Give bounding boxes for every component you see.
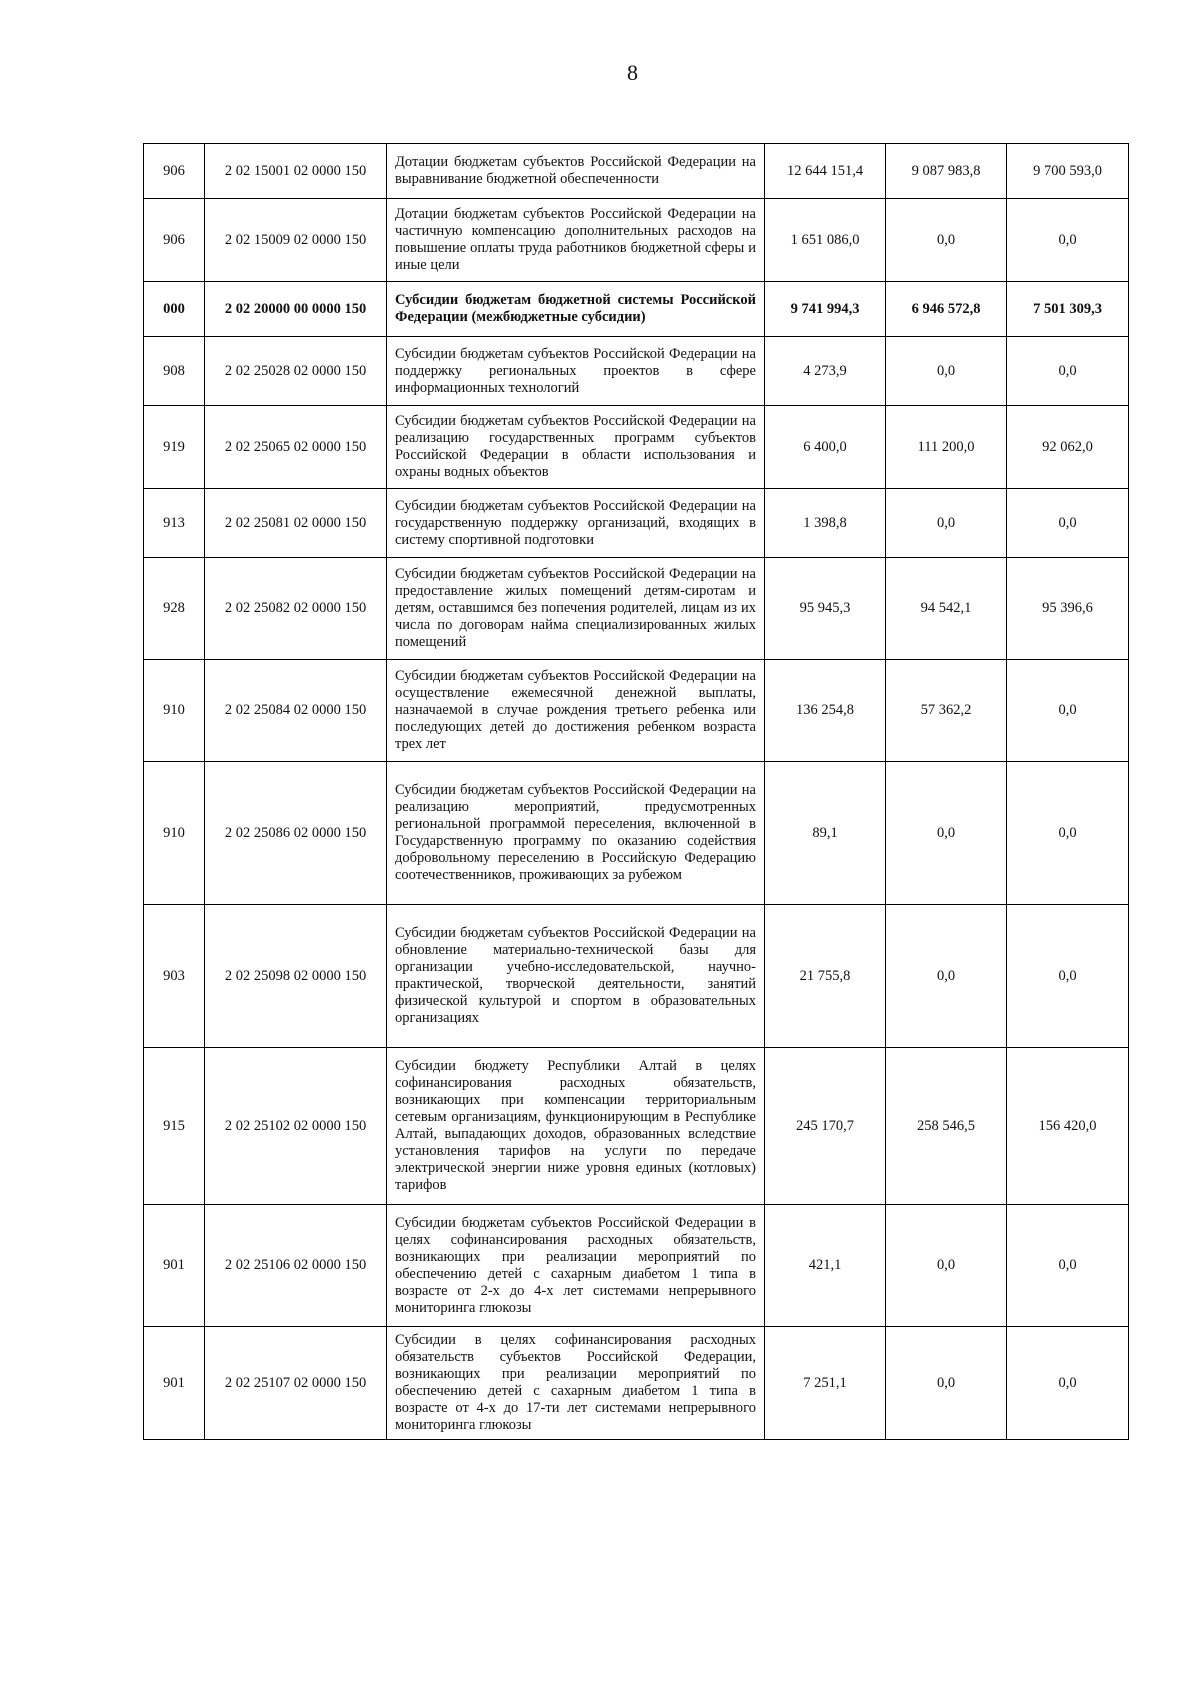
amount-year-3-cell: 92 062,0 [1007,406,1129,489]
table-row [144,282,1129,337]
amount-year-2-cell: 0,0 [886,905,1007,1048]
budget-classification-code-cell: 2 02 25098 02 0000 150 [205,905,387,1048]
income-name-cell: Субсидии бюджетам бюджетной системы Российской Федерации (межбюджетные субсидии) [387,282,765,337]
amount-year-2-cell: 0,0 [886,1327,1007,1440]
income-name-cell: Субсидии бюджетам субъектов Российской Федерации на реализацию государственных программ субъектов Российской Федерации в области использования и охраны водных объектов [387,406,765,489]
admin-code-cell: 906 [144,144,205,199]
budget-classification-code-cell: 2 02 15009 02 0000 150 [205,199,387,282]
amount-year-1-cell: 12 644 151,4 [765,144,886,199]
admin-code-cell: 901 [144,1205,205,1327]
amount-year-3-cell: 95 396,6 [1007,558,1129,660]
income-name-cell: Субсидии бюджетам субъектов Российской Федерации на обновление материально-технической базы для организации учебно-исследовательской, научно-практической, творческой деятельности, занятий физической культурой и спортом в образовательных организациях [387,905,765,1048]
amount-year-1-cell: 7 251,1 [765,1327,886,1440]
budget-table-body [144,144,1129,1440]
admin-code-cell: 915 [144,1048,205,1205]
table-row [144,406,1129,489]
table-row [144,558,1129,660]
page-number: 8 [627,60,638,85]
admin-code-cell: 908 [144,337,205,406]
table-row [144,199,1129,282]
amount-year-2-cell: 57 362,2 [886,660,1007,762]
income-name-cell: Субсидии бюджету Республики Алтай в целях софинансирования расходных обязательств, возникающих при компенсации территориальным сетевым организациям, функционирующим в Республике Алтай, выпадающих доходов, образованных вследствие установления тарифов на услуги по передаче электрической энергии ниже уровня единых (котловых) тарифов [387,1048,765,1205]
amount-year-3-cell: 0,0 [1007,905,1129,1048]
amount-year-3-cell: 0,0 [1007,337,1129,406]
amount-year-1-cell: 89,1 [765,762,886,905]
amount-year-2-cell: 0,0 [886,199,1007,282]
amount-year-1-cell: 6 400,0 [765,406,886,489]
amount-year-2-cell: 258 546,5 [886,1048,1007,1205]
income-name-cell: Субсидии бюджетам субъектов Российской Федерации на осуществление ежемесячной денежной выплаты, назначаемой в случае рождения третьего ребенка или последующих детей до достижения ребенком возраста трех лет [387,660,765,762]
amount-year-2-cell: 94 542,1 [886,558,1007,660]
table-row [144,762,1129,905]
amount-year-3-cell: 0,0 [1007,762,1129,905]
budget-classification-code-cell: 2 02 25106 02 0000 150 [205,1205,387,1327]
table-row [144,1048,1129,1205]
admin-code-cell: 910 [144,762,205,905]
amount-year-1-cell: 421,1 [765,1205,886,1327]
amount-year-2-cell: 111 200,0 [886,406,1007,489]
budget-classification-code-cell: 2 02 25081 02 0000 150 [205,489,387,558]
amount-year-1-cell: 95 945,3 [765,558,886,660]
table-row [144,489,1129,558]
budget-classification-code-cell: 2 02 25102 02 0000 150 [205,1048,387,1205]
amount-year-2-cell: 0,0 [886,762,1007,905]
admin-code-cell: 903 [144,905,205,1048]
admin-code-cell: 000 [144,282,205,337]
budget-classification-code-cell: 2 02 25084 02 0000 150 [205,660,387,762]
amount-year-1-cell: 245 170,7 [765,1048,886,1205]
amount-year-2-cell: 0,0 [886,337,1007,406]
income-name-cell: Субсидии бюджетам субъектов Российской Федерации в целях софинансирования расходных обязательств, возникающих при реализации мероприятий по обеспечению детей с сахарным диабетом 1 типа в возрасте от 2-х до 4-х лет системами непрерывного мониторинга глюкозы [387,1205,765,1327]
amount-year-3-cell: 0,0 [1007,1327,1129,1440]
budget-classification-code-cell: 2 02 25086 02 0000 150 [205,762,387,905]
budget-classification-code-cell: 2 02 25107 02 0000 150 [205,1327,387,1440]
amount-year-1-cell: 21 755,8 [765,905,886,1048]
amount-year-2-cell: 0,0 [886,1205,1007,1327]
table-row [144,337,1129,406]
admin-code-cell: 913 [144,489,205,558]
table-row [144,660,1129,762]
amount-year-3-cell: 0,0 [1007,199,1129,282]
amount-year-1-cell: 1 651 086,0 [765,199,886,282]
budget-classification-code-cell: 2 02 25082 02 0000 150 [205,558,387,660]
amount-year-3-cell: 0,0 [1007,660,1129,762]
income-name-cell: Субсидии бюджетам субъектов Российской Федерации на государственную поддержку организаций, входящих в систему спортивной подготовки [387,489,765,558]
admin-code-cell: 901 [144,1327,205,1440]
amount-year-3-cell: 0,0 [1007,489,1129,558]
income-name-cell: Субсидии бюджетам субъектов Российской Федерации на предоставление жилых помещений детям-сиротам и детям, оставшимся без попечения родителей, лицам из их числа по договорам найма специализированных жилых помещений [387,558,765,660]
income-name-cell: Дотации бюджетам субъектов Российской Федерации на выравнивание бюджетной обеспеченности [387,144,765,199]
table-row [144,1327,1129,1440]
amount-year-1-cell: 9 741 994,3 [765,282,886,337]
amount-year-2-cell: 6 946 572,8 [886,282,1007,337]
amount-year-3-cell: 0,0 [1007,1205,1129,1327]
income-name-cell: Субсидии бюджетам субъектов Российской Федерации на реализацию мероприятий, предусмотренных региональной программой переселения, включенной в Государственную программу по оказанию содействия добровольному переселению в Российскую Федерацию соотечественников, проживающих за рубежом [387,762,765,905]
amount-year-3-cell: 7 501 309,3 [1007,282,1129,337]
income-name-cell: Субсидии в целях софинансирования расходных обязательств субъектов Российской Федерации, возникающих при реализации мероприятий по обеспечению детей с сахарным диабетом 1 типа в возрасте от 4-х до 17-ти лет системами непрерывного мониторинга глюкозы [387,1327,765,1440]
amount-year-3-cell: 156 420,0 [1007,1048,1129,1205]
income-name-cell: Дотации бюджетам субъектов Российской Федерации на частичную компенсацию дополнительных расходов на повышение оплаты труда работников бюджетной сферы и иные цели [387,199,765,282]
table-row [144,1205,1129,1327]
table-row [144,905,1129,1048]
budget-table [143,143,1129,1440]
table-row [144,144,1129,199]
admin-code-cell: 928 [144,558,205,660]
amount-year-1-cell: 136 254,8 [765,660,886,762]
amount-year-1-cell: 4 273,9 [765,337,886,406]
budget-classification-code-cell: 2 02 20000 00 0000 150 [205,282,387,337]
admin-code-cell: 906 [144,199,205,282]
admin-code-cell: 919 [144,406,205,489]
amount-year-2-cell: 9 087 983,8 [886,144,1007,199]
amount-year-1-cell: 1 398,8 [765,489,886,558]
budget-classification-code-cell: 2 02 25028 02 0000 150 [205,337,387,406]
budget-classification-code-cell: 2 02 25065 02 0000 150 [205,406,387,489]
income-name-cell: Субсидии бюджетам субъектов Российской Федерации на поддержку региональных проектов в сфере информационных технологий [387,337,765,406]
budget-classification-code-cell: 2 02 15001 02 0000 150 [205,144,387,199]
amount-year-3-cell: 9 700 593,0 [1007,144,1129,199]
amount-year-2-cell: 0,0 [886,489,1007,558]
admin-code-cell: 910 [144,660,205,762]
